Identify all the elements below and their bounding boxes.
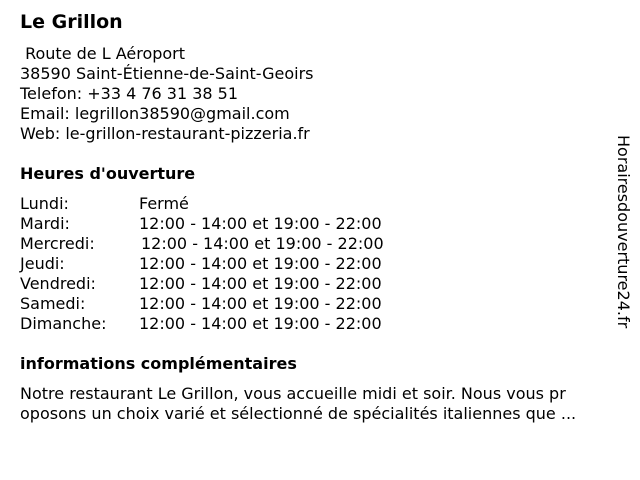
hours-day: Samedi: — [20, 294, 86, 313]
hours-time: 12:00 - 14:00 et 19:00 - 22:00 — [139, 294, 382, 313]
info-line-1: Notre restaurant Le Grillon, vous accueille midi et soir. Nous vous pr — [20, 384, 566, 403]
site-watermark: Horairesdouverture24.fr — [614, 135, 633, 329]
email-address: Email: legrillon38590@gmail.com — [20, 104, 290, 123]
business-name: Le Grillon — [20, 11, 123, 33]
website: Web: le-grillon-restaurant-pizzeria.fr — [20, 124, 310, 143]
hours-row-lundi — [20, 194, 440, 214]
hours-time: 12:00 - 14:00 et 19:00 - 22:00 — [139, 254, 382, 273]
hours-time: 12:00 - 14:00 et 19:00 - 22:00 — [139, 274, 382, 293]
info-line-2: oposons un choix varié et sélectionné de spécialités italiennes que ... — [20, 404, 577, 423]
opening-hours-heading: Heures d'ouverture — [20, 164, 196, 183]
opening-hours-table — [20, 194, 440, 334]
hours-day: Lundi: — [20, 194, 69, 213]
hours-day: Vendredi: — [20, 274, 96, 293]
hours-time: 12:00 - 14:00 et 19:00 - 22:00 — [139, 214, 382, 233]
hours-row-mercredi — [20, 234, 440, 254]
hours-row-dimanche — [20, 314, 440, 334]
hours-day: Mardi: — [20, 214, 70, 233]
address-street: Route de L Aéroport — [20, 44, 186, 63]
hours-row-mardi — [20, 214, 440, 234]
hours-time: 12:00 - 14:00 et 19:00 - 22:00 — [141, 234, 384, 253]
hours-time: Fermé — [139, 194, 189, 213]
hours-day: Jeudi: — [20, 254, 65, 273]
hours-row-vendredi — [20, 274, 440, 294]
address-city: 38590 Saint-Étienne-de-Saint-Geoirs — [20, 64, 314, 83]
hours-day: Mercredi: — [20, 234, 95, 253]
contact-block — [20, 44, 314, 144]
hours-row-samedi — [20, 294, 440, 314]
hours-time: 12:00 - 14:00 et 19:00 - 22:00 — [139, 314, 382, 333]
additional-info-text — [20, 384, 576, 424]
hours-day: Dimanche: — [20, 314, 107, 333]
hours-row-jeudi — [20, 254, 440, 274]
phone-number: Telefon: +33 4 76 31 38 51 — [20, 84, 239, 103]
additional-info-heading: informations complémentaires — [20, 354, 297, 373]
